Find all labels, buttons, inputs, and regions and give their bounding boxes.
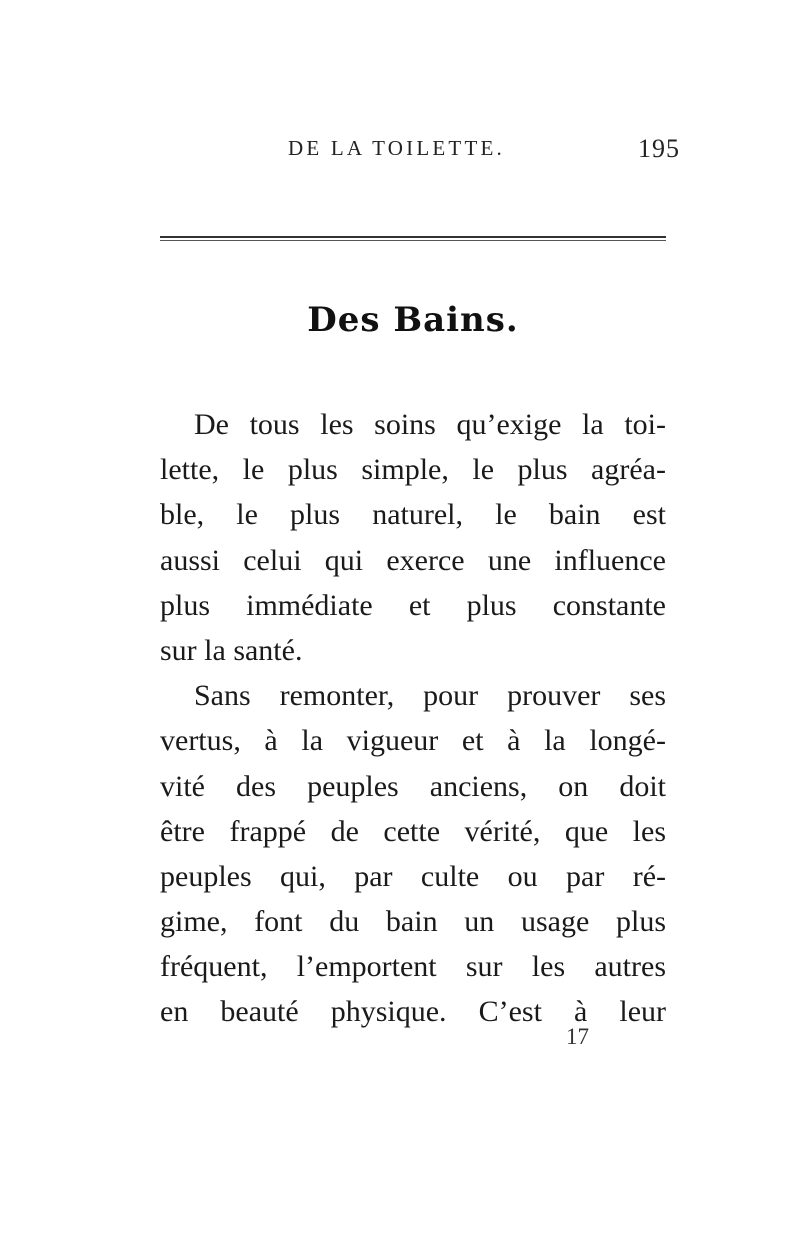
text-line: lette, le plus simple, le plus agréa- xyxy=(160,453,666,487)
text-line: gime, font du bain un usage plus xyxy=(160,905,666,939)
rule-thick-line xyxy=(160,236,666,238)
signature-mark: 17 xyxy=(566,1024,589,1049)
double-rule-divider xyxy=(160,234,666,244)
text-line: aussi celui qui exerce une influence xyxy=(160,543,666,577)
body-text xyxy=(160,402,666,1035)
text-line: être frappé de cette vérité, que les xyxy=(160,814,666,848)
text-line: Sans remonter, pour prouver ses xyxy=(194,679,666,713)
text-line: fréquent, l’emportent sur les autres xyxy=(160,950,666,984)
text-line: ble, le plus naturel, le bain est xyxy=(160,498,666,532)
text-line: sur la santé. xyxy=(160,633,303,667)
text-line: peuples qui, par culte ou par ré- xyxy=(160,859,666,893)
rule-thin-line xyxy=(160,240,666,241)
text-line: De tous les soins qu’exige la toi- xyxy=(194,408,666,441)
text-line: plus immédiate et plus constante xyxy=(160,588,666,622)
running-head: DE LA TOILETTE. xyxy=(288,136,505,160)
text-line: vertus, à la vigueur et à la longé- xyxy=(160,724,666,758)
page-number: 195 xyxy=(638,134,680,163)
text-line: vité des peuples anciens, on doit xyxy=(160,769,666,803)
text-line: en beauté physique. C’est à leur xyxy=(160,995,666,1029)
section-title: Des Bains. xyxy=(307,300,519,340)
